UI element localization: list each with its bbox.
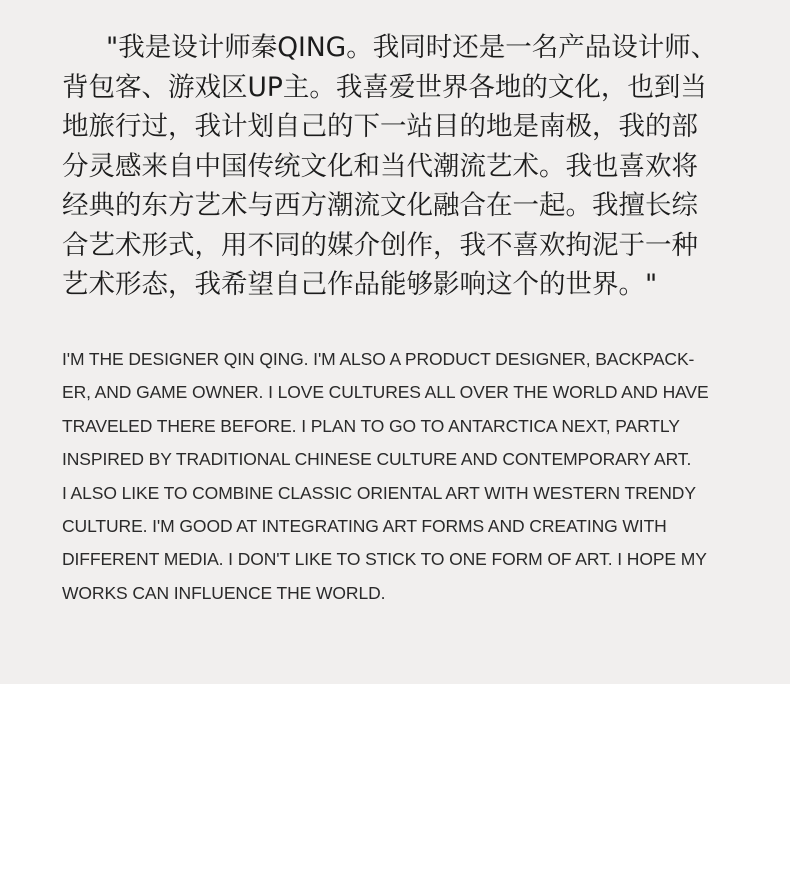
chinese-intro-line-1: "我是设计师秦QING。我同时还是一名产品设计师、 — [106, 32, 718, 63]
chinese-intro-line-6: 合艺术形式，用不同的媒介创作，我不喜欢拘泥于一种 — [62, 229, 698, 261]
blank-footer-area — [0, 684, 790, 877]
chinese-intro-paragraph — [62, 28, 738, 305]
chinese-intro-line-5: 经典的东方艺术与西方潮流文化融合在一起。我擅长综 — [62, 190, 698, 221]
english-intro-line-2: ER, AND GAME OWNER. I LOVE CULTURES ALL OVER THE WORLD AND HAVE — [62, 382, 709, 403]
english-intro-line-6: CULTURE. I'M GOOD AT INTEGRATING ART FORMS AND CREATING WITH — [62, 516, 667, 537]
english-intro-line-3: TRAVELED THERE BEFORE. I PLAN TO GO TO ANTARCTICA NEXT, PARTLY — [62, 415, 680, 436]
english-intro-line-5: I ALSO LIKE TO COMBINE CLASSIC ORIENTAL ART WITH WESTERN TRENDY — [62, 482, 696, 503]
english-intro-line-7: DIFFERENT MEDIA. I DON'T LIKE TO STICK TO ONE FORM OF ART. I HOPE MY — [62, 549, 707, 570]
english-intro-line-4: INSPIRED BY TRADITIONAL CHINESE CULTURE AND CONTEMPORARY ART. — [62, 449, 692, 470]
chinese-intro-line-3: 地旅行过，我计划自己的下一站目的地是南极，我的部 — [62, 111, 698, 142]
chinese-intro-line-4: 分灵感来自中国传统文化和当代潮流艺术。我也喜欢将 — [62, 150, 698, 182]
english-intro-paragraph — [62, 343, 742, 610]
chinese-intro-line-7: 艺术形态，我希望自己作品能够影响这个的世界。" — [62, 269, 658, 300]
english-intro-line-8: WORKS CAN INFLUENCE THE WORLD. — [62, 582, 386, 603]
chinese-intro-line-2: 背包客、游戏区UP主。我喜爱世界各地的文化，也到当 — [62, 71, 707, 103]
english-intro-line-1: I'M THE DESIGNER QIN QING. I'M ALSO A PRODUCT DESIGNER, BACKPACK- — [62, 349, 695, 369]
